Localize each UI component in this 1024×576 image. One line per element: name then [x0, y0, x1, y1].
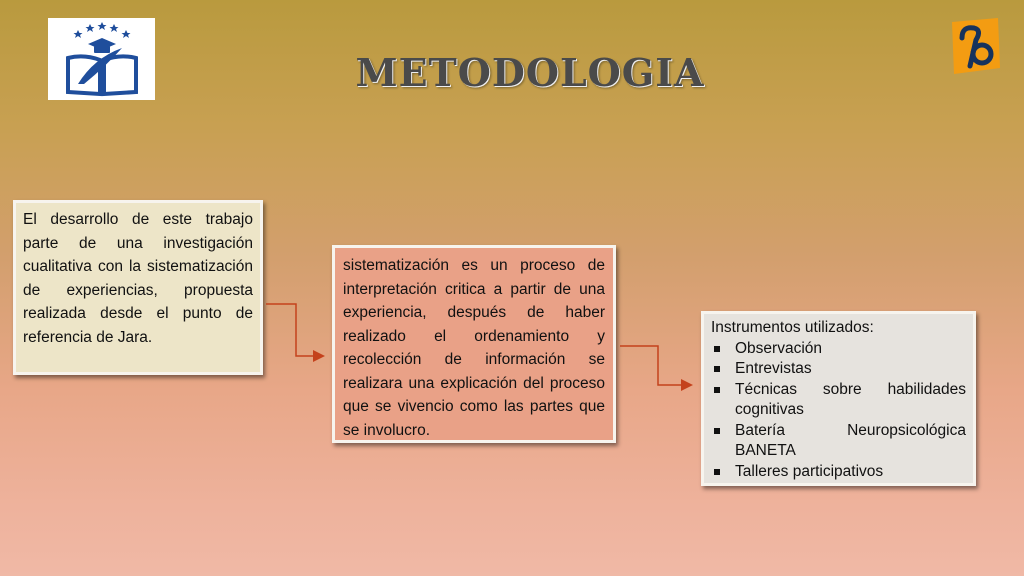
- instruments-box: [701, 311, 976, 486]
- square-bullet-icon: [714, 346, 720, 352]
- square-bullet-icon: [714, 469, 720, 475]
- list-item: [711, 380, 966, 421]
- list-item: [711, 421, 966, 462]
- list-item: [711, 359, 966, 380]
- square-bullet-icon: [714, 428, 720, 434]
- systematization-definition-box: [332, 245, 616, 443]
- university-book-logo-icon: [48, 18, 155, 100]
- list-item-label: Talleres participativos: [735, 462, 884, 480]
- orange-script-logo-icon: [948, 16, 1002, 78]
- list-item-label: Técnicas sobre habilidades cognitivas: [735, 380, 966, 418]
- list-item-label: Observación: [735, 339, 823, 357]
- instruments-heading: Instrumentos utilizados:: [711, 319, 874, 336]
- list-item-label: Batería Neuropsicológica BANETA: [735, 421, 966, 459]
- square-bullet-icon: [714, 366, 720, 372]
- university-logo: [48, 18, 155, 100]
- arrow-box1-to-box2: [266, 304, 322, 356]
- page-title: METODOLOGIA: [355, 50, 705, 95]
- institution-logo: [948, 16, 1002, 78]
- list-item-label: Entrevistas: [735, 360, 812, 377]
- methodology-intro-text: El desarrollo de este trabajo parte de una investigación cualitativa con la sistematización de experiencias, propuesta realizada desde el punto de referencia de Jara.: [23, 211, 253, 346]
- list-item: [711, 462, 966, 483]
- instruments-list: [711, 339, 966, 483]
- list-item: [711, 339, 966, 360]
- methodology-intro-box: [13, 200, 263, 375]
- arrow-box2-to-box3: [620, 346, 690, 385]
- systematization-definition-text: sistematización es un proceso de interpretación critica a partir de una experiencia, después de haber realizado el ordenamiento y recolección de información se realizara una explicación del proceso que se vivencio como las partes que se involucro.: [343, 257, 605, 439]
- square-bullet-icon: [714, 387, 720, 393]
